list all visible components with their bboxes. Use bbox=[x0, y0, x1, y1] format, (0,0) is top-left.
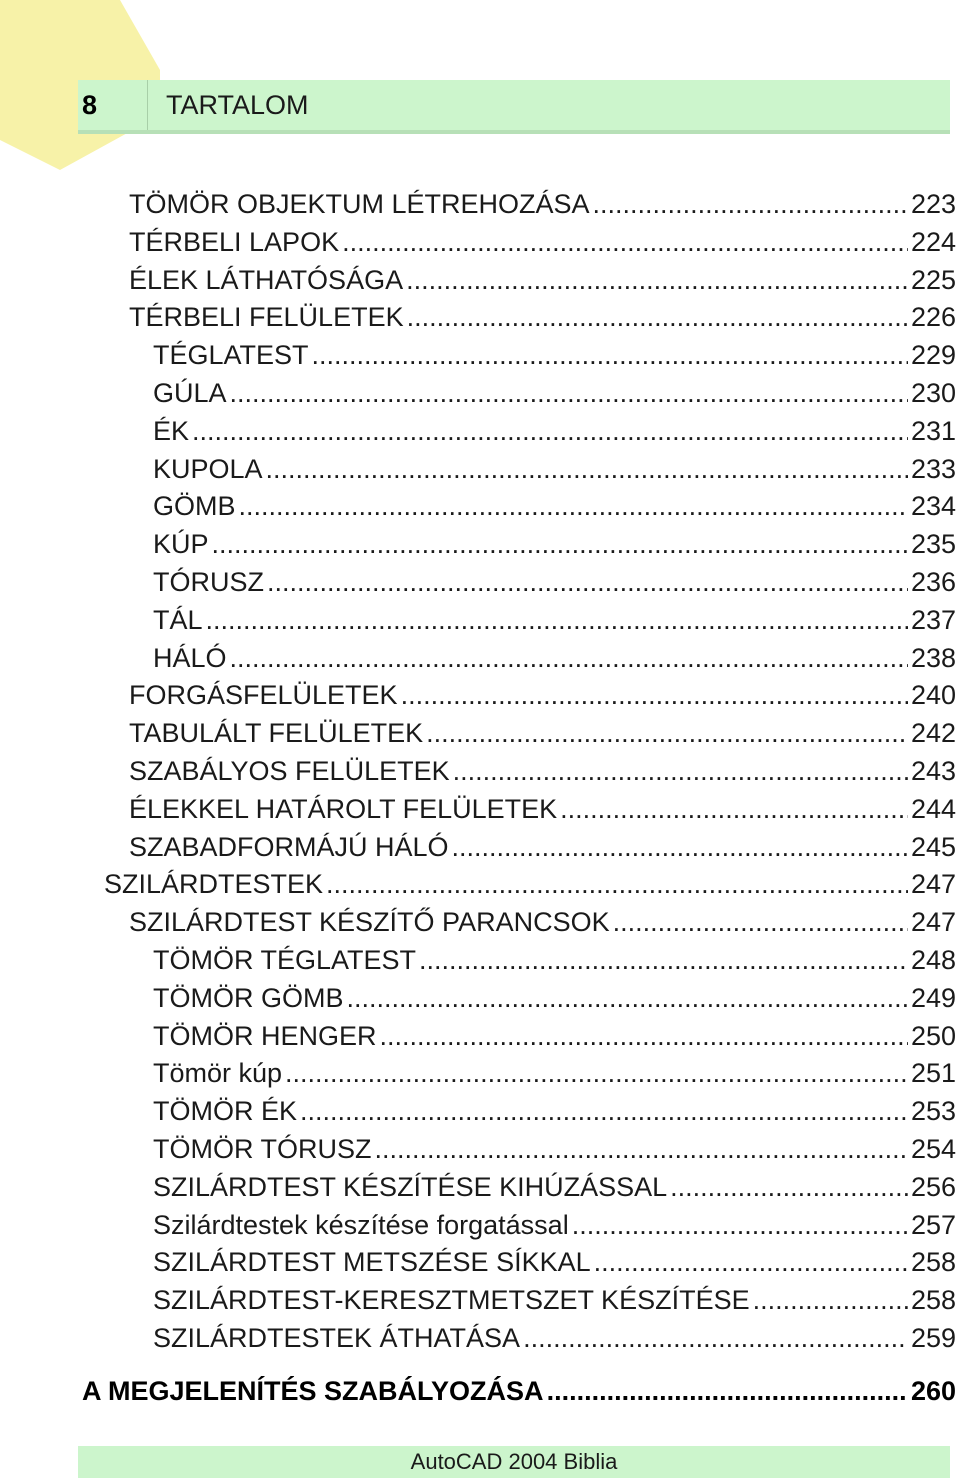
toc-entry-page: 243 bbox=[910, 756, 956, 786]
toc-leader-dots bbox=[192, 414, 908, 448]
toc-entry-page: 260 bbox=[910, 1375, 956, 1406]
toc-leader-dots bbox=[560, 792, 908, 826]
toc-entry-page: 247 bbox=[910, 907, 956, 938]
toc-leader-dots bbox=[419, 943, 908, 977]
toc-entry-page: 257 bbox=[910, 1209, 956, 1240]
toc-entry[interactable] bbox=[129, 300, 956, 334]
toc-leader-dots bbox=[572, 1208, 908, 1242]
toc-entry-page: 229 bbox=[910, 340, 956, 371]
toc-entry[interactable] bbox=[153, 527, 956, 561]
toc-entry-page: 235 bbox=[910, 529, 956, 560]
toc-entry[interactable] bbox=[153, 338, 956, 372]
toc-leader-dots bbox=[594, 1245, 908, 1279]
toc-entry-title: KÚP bbox=[153, 529, 209, 560]
toc-entry-page: 225 bbox=[910, 264, 956, 295]
toc-leader-dots bbox=[206, 603, 908, 637]
toc-entry-page: 231 bbox=[910, 415, 956, 446]
toc-entry[interactable] bbox=[153, 376, 956, 410]
toc-entry[interactable] bbox=[153, 641, 956, 675]
toc-leader-dots bbox=[593, 187, 908, 221]
toc-entry-page: 242 bbox=[910, 718, 956, 749]
toc-entry-page: 224 bbox=[910, 226, 956, 257]
toc-entry-page: 250 bbox=[910, 1020, 956, 1051]
toc-leader-dots bbox=[326, 867, 908, 901]
toc-leader-dots bbox=[426, 716, 908, 750]
toc-leader-dots bbox=[406, 263, 908, 297]
toc-entry-page: 258 bbox=[910, 1285, 956, 1316]
toc-entry-page: 238 bbox=[910, 642, 956, 673]
toc-leader-dots bbox=[266, 452, 908, 486]
toc-entry-title: TÖMÖR HENGER bbox=[153, 1020, 377, 1051]
toc-entry-page: 230 bbox=[910, 378, 956, 408]
toc-entry-page: 240 bbox=[910, 680, 956, 711]
toc-entry-page: 233 bbox=[910, 453, 956, 484]
toc-entry[interactable] bbox=[129, 187, 956, 221]
toc-entry[interactable] bbox=[153, 489, 956, 523]
toc-entry[interactable] bbox=[153, 1094, 956, 1128]
toc-entry-title: TÖMÖR TÉGLATEST bbox=[153, 945, 417, 975]
toc-entry[interactable] bbox=[129, 905, 956, 939]
toc-entry-page: 234 bbox=[910, 491, 956, 522]
toc-entry[interactable] bbox=[153, 943, 956, 977]
toc-leader-dots bbox=[267, 565, 908, 599]
toc-leader-dots bbox=[613, 905, 908, 939]
toc-entry-title: SZABADFORMÁJÚ HÁLÓ bbox=[129, 831, 449, 862]
page-footer bbox=[78, 1446, 950, 1478]
toc-entry-title: GÖMB bbox=[153, 491, 236, 522]
toc-entry[interactable] bbox=[153, 1208, 956, 1242]
toc-entry-page: 258 bbox=[910, 1247, 956, 1278]
toc-entry-title: TÓRUSZ bbox=[153, 567, 264, 597]
toc-entry-title: SZILÁRDTEST KÉSZÍTŐ PARANCSOK bbox=[129, 907, 610, 938]
toc-entry[interactable] bbox=[153, 1056, 956, 1090]
toc-entry[interactable] bbox=[129, 263, 956, 297]
toc-entry-page: 254 bbox=[910, 1134, 956, 1164]
toc-entry[interactable] bbox=[153, 603, 956, 637]
toc-entry[interactable] bbox=[129, 225, 956, 259]
toc-entry-page: 253 bbox=[910, 1096, 956, 1127]
toc-entry-title: TÖMÖR TÓRUSZ bbox=[153, 1134, 372, 1164]
toc-entry-page: 256 bbox=[910, 1171, 956, 1202]
toc-entry-page: 236 bbox=[910, 567, 956, 597]
toc-entry-page: 259 bbox=[910, 1323, 956, 1353]
toc-leader-dots bbox=[342, 225, 908, 259]
toc-entry-title: ÉLEKKEL HATÁROLT FELÜLETEK bbox=[129, 793, 558, 824]
toc-entry-title: ÉK bbox=[153, 415, 190, 446]
toc-entry-title: SZILÁRDTESTEK bbox=[104, 869, 324, 900]
toc-entry-page: 251 bbox=[910, 1058, 956, 1089]
toc-entry[interactable] bbox=[153, 414, 956, 448]
toc-entry-title: GÚLA bbox=[153, 378, 227, 408]
toc-leader-dots bbox=[453, 754, 908, 788]
toc-entry[interactable] bbox=[153, 1321, 956, 1355]
toc-leader-dots bbox=[300, 1094, 908, 1128]
toc-entry-title: Tömör kúp bbox=[153, 1058, 283, 1089]
toc-leader-dots bbox=[230, 376, 908, 410]
toc-entry[interactable] bbox=[153, 981, 956, 1015]
toc-entry-page: 226 bbox=[910, 302, 956, 333]
toc-entry[interactable] bbox=[129, 716, 956, 750]
toc-entry[interactable] bbox=[129, 830, 956, 864]
toc-entry[interactable] bbox=[104, 867, 956, 901]
toc-entry-title: A MEGJELENÍTÉS SZABÁLYOZÁSA bbox=[82, 1375, 544, 1406]
toc-entry-title: SZILÁRDTEST METSZÉSE SÍKKAL bbox=[153, 1247, 591, 1278]
toc-entry[interactable] bbox=[129, 678, 956, 712]
toc-leader-dots bbox=[401, 678, 908, 712]
toc-leader-dots bbox=[670, 1170, 908, 1204]
toc-entry[interactable] bbox=[153, 452, 956, 486]
toc-entry-page: 245 bbox=[910, 831, 956, 862]
toc-entry-title: SZABÁLYOS FELÜLETEK bbox=[129, 756, 450, 786]
toc-entry-title: SZILÁRDTESTEK ÁTHATÁSA bbox=[153, 1323, 521, 1353]
toc-leader-dots bbox=[753, 1283, 908, 1317]
toc-leader-dots bbox=[452, 830, 908, 864]
page-header bbox=[78, 80, 950, 134]
toc-entry-title: TÁL bbox=[153, 604, 203, 635]
toc-entry-page: 244 bbox=[910, 793, 956, 824]
toc-entry-title: HÁLÓ bbox=[153, 642, 227, 673]
toc-leader-dots bbox=[239, 489, 908, 523]
toc-leader-dots bbox=[375, 1132, 908, 1166]
toc-leader-dots bbox=[347, 981, 908, 1015]
toc-entry-title: TÖMÖR GÖMB bbox=[153, 982, 344, 1013]
toc-entry-title: ÉLEK LÁTHATÓSÁGA bbox=[129, 264, 404, 295]
toc-leader-dots bbox=[212, 527, 908, 561]
toc-leader-dots bbox=[407, 300, 908, 334]
toc-entry-title: SZILÁRDTEST-KERESZTMETSZET KÉSZÍTÉSE bbox=[153, 1285, 750, 1316]
toc-leader-dots bbox=[523, 1321, 908, 1355]
toc-leader-dots bbox=[380, 1019, 908, 1053]
toc-entry-title: TÖMÖR ÉK bbox=[153, 1096, 298, 1127]
toc-entry-title: KUPOLA bbox=[153, 453, 263, 484]
toc-entry[interactable] bbox=[153, 1019, 956, 1053]
toc-entry-page: 249 bbox=[910, 982, 956, 1013]
toc-leader-dots bbox=[312, 338, 908, 372]
toc-entry-page: 223 bbox=[910, 189, 956, 219]
page-title: TARTALOM bbox=[166, 90, 309, 120]
toc-entry[interactable] bbox=[153, 1170, 956, 1204]
toc-entry[interactable] bbox=[129, 754, 956, 788]
toc-entry-title: SZILÁRDTEST KÉSZÍTÉSE KIHÚZÁSSAL bbox=[153, 1171, 668, 1202]
toc-entry-title: TÉGLATEST bbox=[153, 340, 309, 371]
toc-entry[interactable] bbox=[129, 792, 956, 826]
toc-entry-title: FORGÁSFELÜLETEK bbox=[129, 680, 398, 711]
page-number: 8 bbox=[78, 80, 148, 130]
footer-text: AutoCAD 2004 Biblia bbox=[410, 1449, 618, 1474]
toc-entry[interactable] bbox=[153, 1245, 956, 1279]
toc-leader-dots bbox=[230, 641, 908, 675]
toc-entry-title: TÖMÖR OBJEKTUM LÉTREHOZÁSA bbox=[129, 189, 590, 219]
toc-entry-page: 247 bbox=[910, 869, 956, 900]
toc-leader-dots bbox=[547, 1374, 908, 1408]
toc-entry-page: 248 bbox=[910, 945, 956, 975]
toc-leader-dots bbox=[285, 1056, 908, 1090]
toc-entry[interactable] bbox=[153, 1283, 956, 1317]
toc-entry[interactable] bbox=[153, 565, 956, 599]
toc-entry[interactable] bbox=[82, 1374, 956, 1408]
toc-entry[interactable] bbox=[153, 1132, 956, 1166]
toc-entry-title: TÉRBELI FELÜLETEK bbox=[129, 302, 404, 333]
toc-entry-title: Szilárdtestek készítése forgatással bbox=[153, 1209, 569, 1240]
toc-entry-title: TÉRBELI LAPOK bbox=[129, 226, 340, 257]
toc-entry-title: TABULÁLT FELÜLETEK bbox=[129, 718, 424, 749]
toc-entry-page: 237 bbox=[910, 604, 956, 635]
